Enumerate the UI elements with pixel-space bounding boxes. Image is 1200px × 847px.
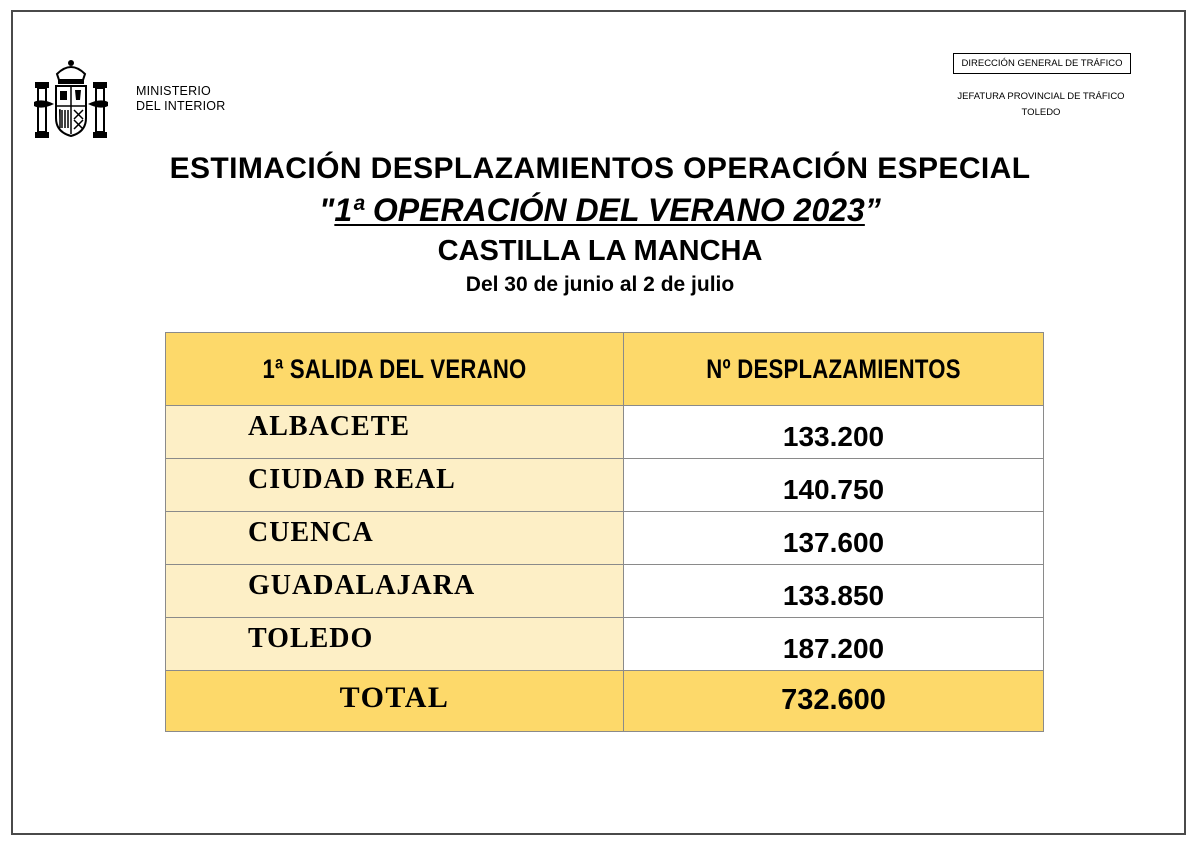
main-title: ESTIMACIÓN DESPLAZAMIENTOS OPERACIÓN ESPECIAL bbox=[169, 152, 1031, 185]
header-cell-desplazamientos bbox=[624, 333, 1044, 406]
ministry-line-2: DEL INTERIOR bbox=[136, 99, 226, 113]
province-value: 133.850 bbox=[782, 580, 885, 611]
province-cell bbox=[166, 406, 624, 459]
total-label-cell bbox=[166, 671, 624, 732]
value-cell bbox=[624, 512, 1044, 565]
close-quote: ” bbox=[864, 192, 881, 228]
province-name: TOLEDO bbox=[248, 623, 374, 654]
province-cell bbox=[166, 459, 624, 512]
jefatura-block bbox=[930, 89, 1152, 121]
operation-title bbox=[0, 192, 1200, 229]
province-name: CIUDAD REAL bbox=[248, 464, 456, 495]
table-row bbox=[166, 565, 1044, 618]
date-range: Del 30 de junio al 2 de julio bbox=[465, 273, 735, 296]
region-title: CASTILLA LA MANCHA bbox=[437, 235, 763, 267]
total-label: TOTAL bbox=[339, 681, 450, 714]
spanish-coat-of-arms-icon bbox=[32, 58, 110, 144]
operation-name: 1ª OPERACIÓN DEL VERANO 2023 bbox=[334, 192, 865, 228]
province-cell bbox=[166, 618, 624, 671]
ministry-name bbox=[136, 84, 225, 114]
value-cell bbox=[624, 565, 1044, 618]
province-value: 137.600 bbox=[782, 527, 885, 558]
province-cell bbox=[166, 565, 624, 618]
displacements-table bbox=[165, 332, 1044, 732]
total-value: 732.600 bbox=[781, 683, 886, 716]
province-value: 187.200 bbox=[782, 633, 885, 664]
province-cell bbox=[166, 512, 624, 565]
header-cell-salida bbox=[166, 333, 624, 406]
province-name: CUENCA bbox=[248, 517, 374, 548]
header-desplazamientos: Nº DESPLAZAMIENTOS bbox=[706, 353, 961, 384]
table-row bbox=[166, 406, 1044, 459]
table-row bbox=[166, 618, 1044, 671]
jefatura-label: JEFATURA PROVINCIAL DE TRÁFICO bbox=[957, 91, 1125, 102]
table-header-row bbox=[166, 333, 1044, 406]
total-row bbox=[166, 671, 1044, 732]
province-value: 140.750 bbox=[782, 474, 885, 505]
value-cell bbox=[624, 618, 1044, 671]
province-name: GUADALAJARA bbox=[248, 570, 476, 601]
table-row bbox=[166, 512, 1044, 565]
header-salida: 1ª SALIDA DEL VERANO bbox=[262, 353, 527, 384]
open-quote: " bbox=[319, 192, 335, 228]
province-name: ALBACETE bbox=[248, 411, 411, 442]
value-cell bbox=[624, 406, 1044, 459]
value-cell bbox=[624, 459, 1044, 512]
jefatura-city: TOLEDO bbox=[1021, 107, 1061, 118]
dgt-label: DIRECCIÓN GENERAL DE TRÁFICO bbox=[953, 53, 1131, 74]
ministry-line-1: MINISTERIO bbox=[136, 84, 211, 98]
province-value: 133.200 bbox=[782, 421, 885, 452]
total-value-cell bbox=[624, 671, 1044, 732]
table-row bbox=[166, 459, 1044, 512]
